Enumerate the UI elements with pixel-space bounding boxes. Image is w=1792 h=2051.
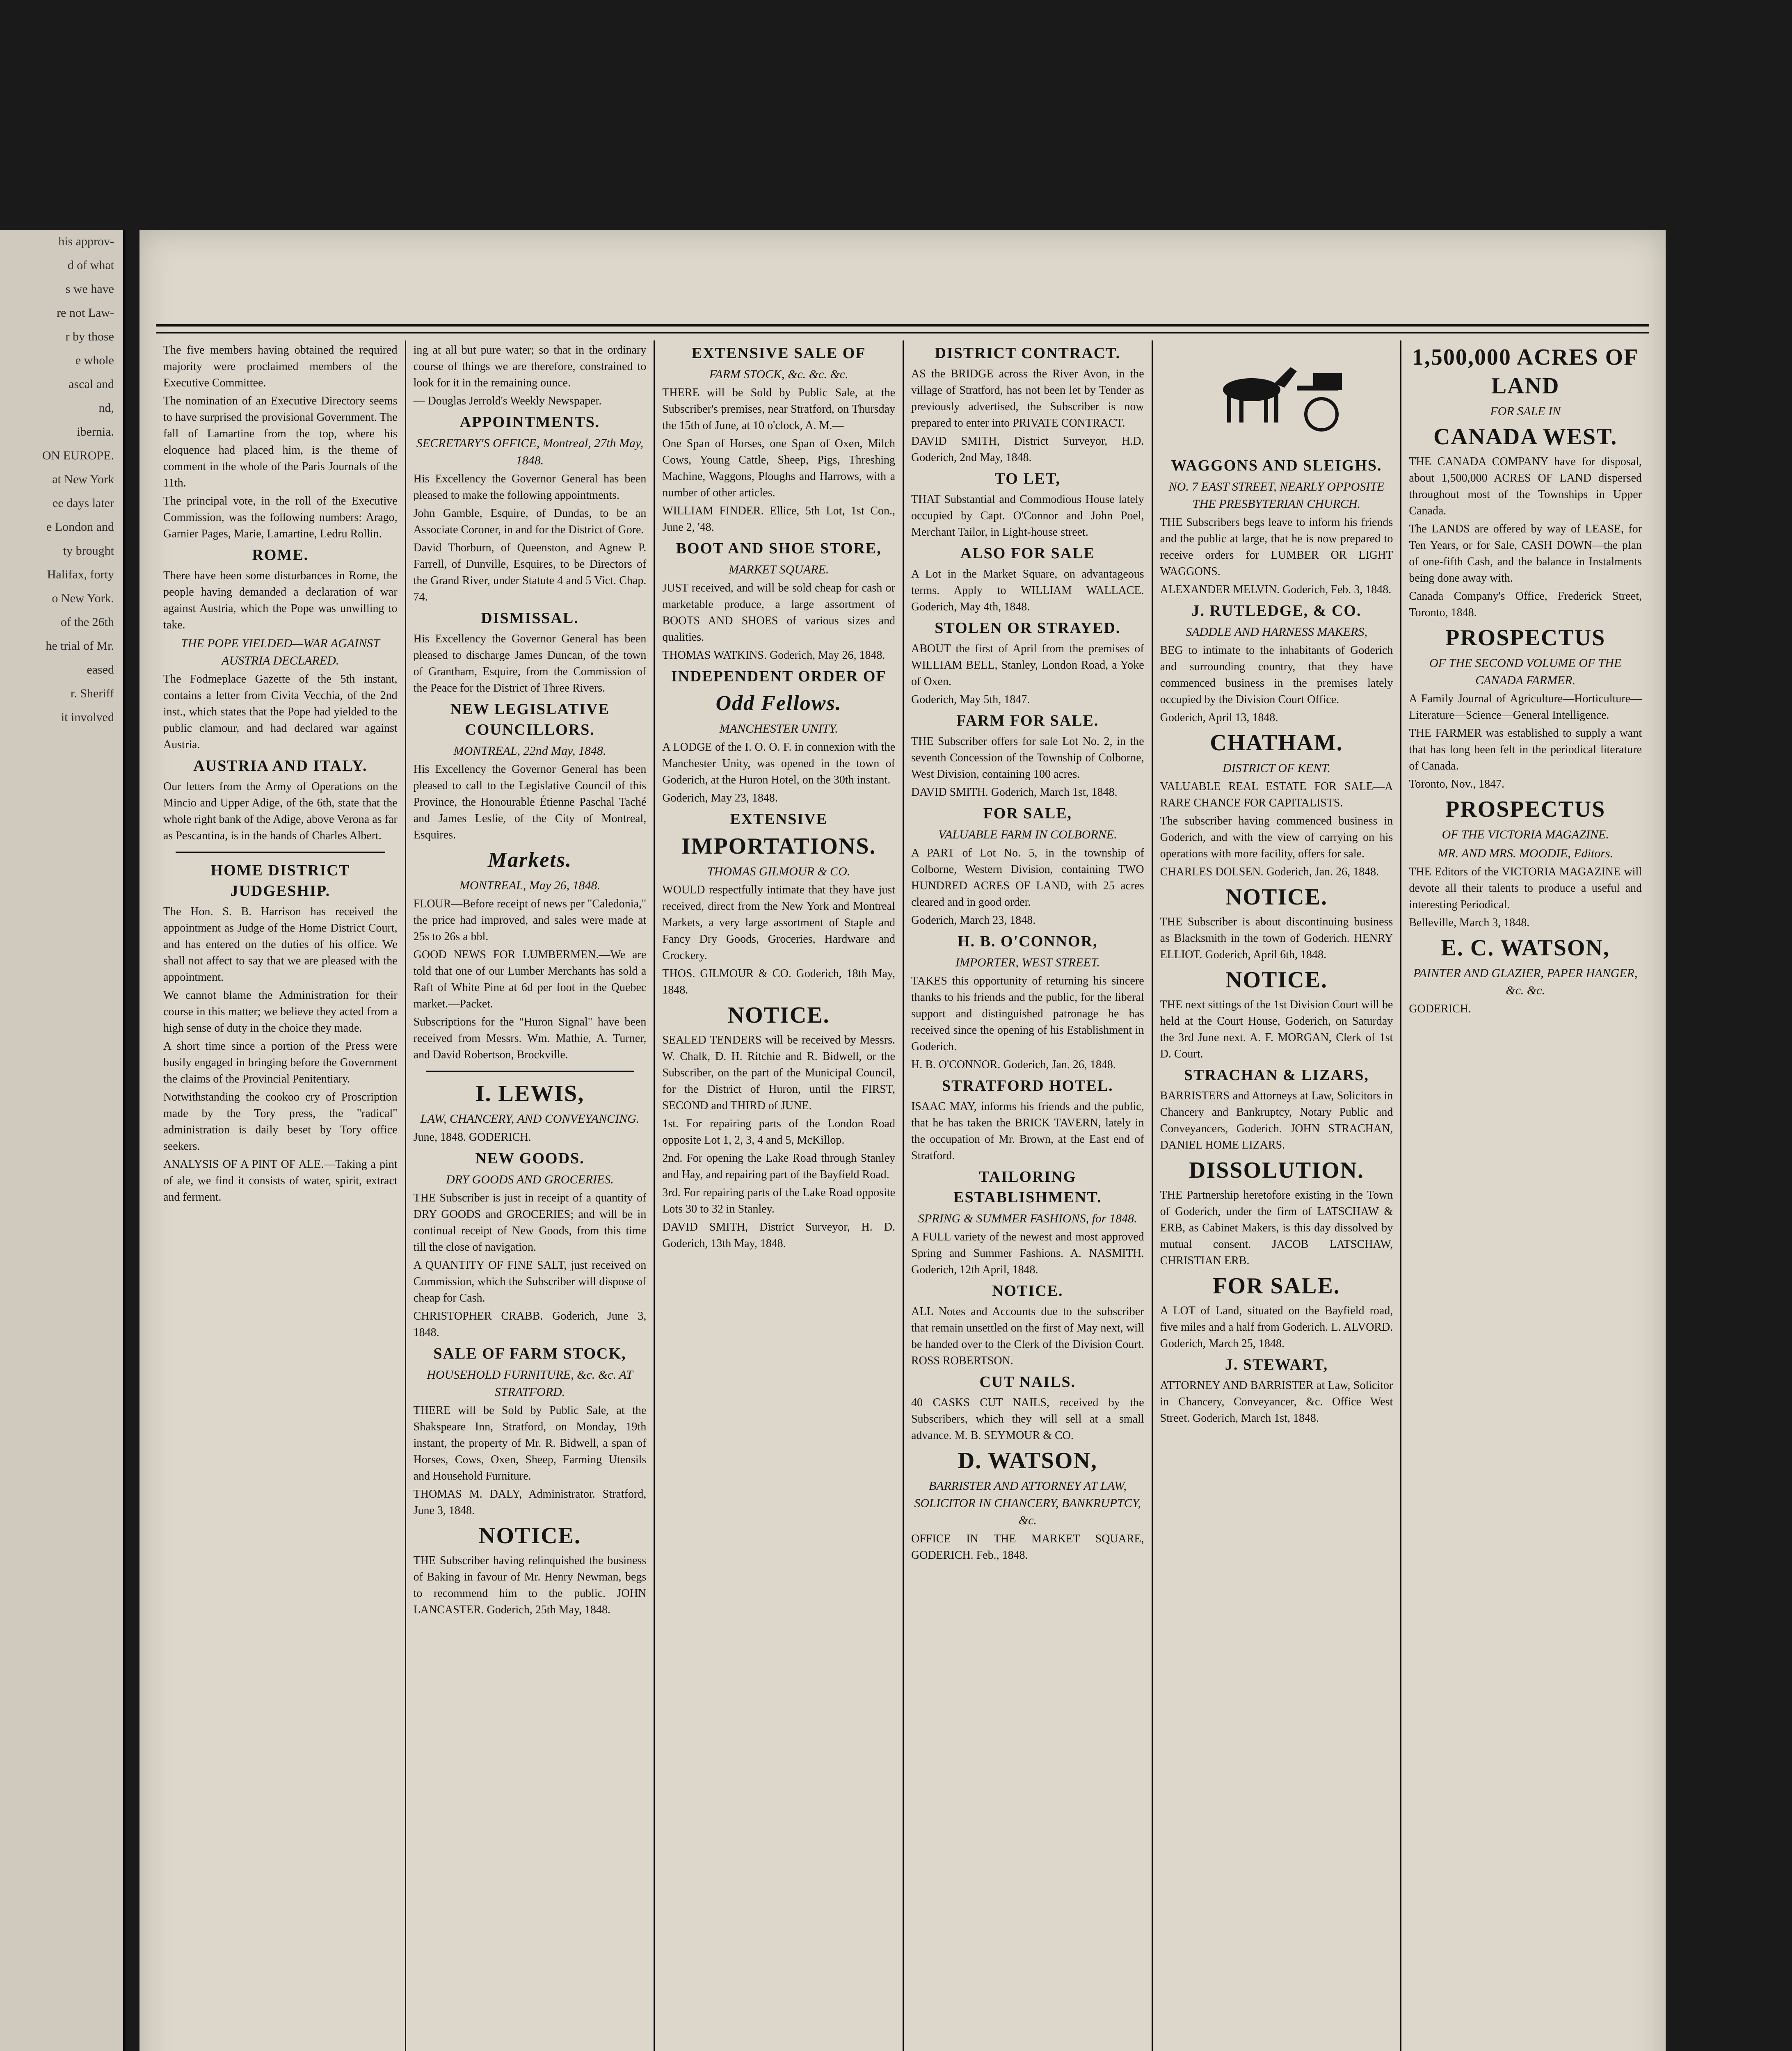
article-body: A LOT of Land, situated on the Bayfield road, five miles and a half from Goderich. L. ALVORD. Goderich, March 25, 1848.	[1160, 1304, 1393, 1350]
article-body: FLOUR—Before receipt of news per "Caledonia," the price had improved, and sales were made at 25s to 26s a bbl.	[413, 898, 647, 943]
article-body: The five members having obtained the required majority were proclaimed members of the Executive Committee.	[163, 344, 398, 389]
spine-fragment: e whole	[75, 354, 114, 367]
article-subheading: FOR SALE IN	[1490, 404, 1561, 418]
article-headline: J. RUTLEDGE, & CO.	[1191, 602, 1362, 619]
article-headline: FARM FOR SALE.	[956, 712, 1099, 729]
article-subheading: BARRISTER AND ATTORNEY AT LAW, SOLICITOR IN CHANCERY, BANKRUPTCY, &c.	[914, 1479, 1141, 1527]
article-body: CHARLES DOLSEN. Goderich, Jan. 26, 1848.	[1160, 866, 1379, 878]
article-headline: Odd Fellows.	[715, 692, 842, 715]
article-headline: NOTICE.	[479, 1523, 581, 1549]
article-body: Goderich, March 23, 1848.	[911, 914, 1036, 927]
article-body: ALEXANDER MELVIN. Goderich, Feb. 3, 1848.	[1160, 583, 1392, 596]
article-headline: FOR SALE.	[1213, 1273, 1340, 1299]
spine-fragment: d of what	[67, 258, 114, 272]
article-body: We cannot blame the Administration for their course in this matter; we believe they acted from a high sense of duty in the choice they made.	[163, 989, 398, 1035]
article-subheading: MR. AND MRS. MOODIE, Editors.	[1438, 847, 1614, 860]
article-headline: APPOINTMENTS.	[459, 413, 600, 431]
article-body: BARRISTERS and Attorneys at Law, Solicitors in Chancery and Bankruptcy, Notary Public and Conveyancers, Goderich. JOHN STRACHAN, DANIEL HOME LIZARS.	[1160, 1089, 1393, 1151]
article-body: Canada Company's Office, Frederick Street, Toronto, 1848.	[1409, 590, 1642, 619]
article-body: A LODGE of the I. O. O. F. in connexion with the Manchester Unity, was opened in the town of Goderich, at the Huron Hotel, on the 30th instant.	[662, 741, 895, 786]
article-headline: TO LET,	[994, 470, 1061, 487]
article-body: THE Partnership heretofore existing in the Town of Goderich, under the firm of LATSCHAW & ERB, as Cabinet Makers, is this day dissolved by mutual consent. JACOB LATSCHAW, CHRISTIAN ERB.	[1160, 1189, 1393, 1267]
article-body: DAVID SMITH, District Surveyor, H. D. Goderich, 13th May, 1848.	[662, 1221, 895, 1250]
article-body: ATTORNEY AND BARRISTER at Law, Solicitor in Chancery, Conveyancer, &c. Office West Street. Goderich, March 1st, 1848.	[1160, 1379, 1393, 1425]
article-body: GODERICH.	[1409, 1003, 1471, 1015]
article-subheading: DRY GOODS AND GROCERIES.	[446, 1173, 614, 1186]
article-body: CHRISTOPHER CRABB. Goderich, June 3, 1848.	[413, 1310, 647, 1339]
article-body: John Gamble, Esquire, of Dundas, to be an Associate Coroner, in and for the District of Gore.	[413, 507, 647, 536]
article-body: The Fodmeplace Gazette of the 5th instant, contains a letter from Civita Vecchia, of the 2nd inst., which states that the Pope had yielded to the public clamour, and had declared war against Austria.	[163, 673, 398, 751]
article-subheading: THOMAS GILMOUR & CO.	[707, 865, 850, 878]
column-4	[903, 340, 1152, 2051]
article-headline: BOOT AND SHOE STORE,	[676, 540, 882, 557]
article-body: June, 1848. GODERICH.	[413, 1131, 531, 1144]
article-body: A Lot in the Market Square, on advantageous terms. Apply to WILLIAM WALLACE. Goderich, May 4th, 1848.	[911, 568, 1144, 613]
article-headline: STRATFORD HOTEL.	[942, 1077, 1113, 1094]
article-body: Goderich, May 23, 1848.	[662, 792, 778, 804]
article-headline: INDEPENDENT ORDER OF	[671, 668, 887, 685]
article-body: There have been some disturbances in Rome, the people having demanded a declaration of war against Austria, which the Pope was unwilling to take.	[163, 569, 398, 631]
article-headline: CHATHAM.	[1210, 730, 1343, 756]
article-body: A PART of Lot No. 5, in the township of Colborne, Western Division, containing TWO HUNDRED ACRES OF LAND, with 25 acres cleared and in good order.	[911, 847, 1144, 909]
article-body: David Thorburn, of Queenston, and Agnew P. Farrell, of Dunville, Esquires, to be Directors of the Grand River, under Statute 4 and 5 Vict. Chap. 74.	[413, 541, 647, 603]
article-body: His Excellency the Governor General has been pleased to make the following appointments.	[413, 473, 647, 502]
article-body: BEG to intimate to the inhabitants of Goderich and surrounding country, that they have commenced business in the premises lately occupied by the Division Court Office.	[1160, 644, 1393, 706]
article-subheading: OF THE SECOND VOLUME OF THE CANADA FARMER.	[1429, 656, 1622, 687]
article-headline: WAGGONS AND SLEIGHS.	[1171, 457, 1382, 474]
article-headline: E. C. WATSON,	[1441, 935, 1610, 961]
column-separator	[426, 1071, 634, 1072]
article-headline: PROSPECTUS	[1445, 797, 1606, 822]
article-body: Subscriptions for the "Huron Signal" have been received from Messrs. Wm. Mathie, A. Turner, and David Robertson, Brockville.	[413, 1016, 647, 1061]
spine-fragment: o New York.	[52, 592, 114, 605]
article-headline: 1,500,000 ACRES OF LAND	[1412, 345, 1639, 399]
spine-fragment: of the 26th	[61, 615, 114, 629]
spine-fragment: he trial of Mr.	[46, 639, 114, 653]
article-body: SEALED TENDERS will be received by Messrs. W. Chalk, D. H. Ritchie and R. Bidwell, or the Subscriber, on the part of the Municipal Council, for the District of Huron, until the FIRST, SECOND and THIRD of JUNE.	[662, 1034, 895, 1112]
article-headline: NEW GOODS.	[475, 1150, 585, 1167]
spine-fragment: ee days later	[53, 496, 114, 510]
article-body: 2nd. For opening the Lake Road through Stanley and Hay, and repairing part of the Bayfield Road.	[662, 1152, 895, 1181]
facing-page-edge	[0, 230, 126, 2051]
article-headline: DISTRICT CONTRACT.	[935, 345, 1121, 362]
article-body: GOOD NEWS FOR LUMBERMEN.—We are told that one of our Lumber Merchants has sold a Raft of White Pine at 6d per foot in the Quebec market.—Packet.	[413, 948, 647, 1010]
article-headline: H. B. O'CONNOR,	[958, 933, 1098, 950]
article-body: WOULD respectfully intimate that they have just received, direct from the New York and Montreal Markets, a very large assortment of Staple and Fancy Dry Goods, Groceries, Hardware and Crockery.	[662, 884, 895, 962]
article-headline: STOLEN OR STRAYED.	[935, 619, 1121, 637]
spine-fragment: r by those	[65, 330, 114, 343]
article-headline: PROSPECTUS	[1445, 625, 1606, 651]
article-headline: IMPORTATIONS.	[681, 834, 876, 859]
spine-fragment: r. Sheriff	[70, 687, 114, 700]
article-body: Notwithstanding the cookoo cry of Proscription made by the Tory press, the "radical" administration is daily beset by Tory office seekers.	[163, 1091, 398, 1153]
article-body: THE next sittings of the 1st Division Court will be held at the Court House, Goderich, on Saturday the 3rd June next. A. F. MORGAN, Clerk of 1st D. Court.	[1160, 998, 1393, 1060]
article-body: VALUABLE REAL ESTATE FOR SALE—A RARE CHANCE FOR CAPITALISTS.	[1160, 780, 1393, 809]
article-body: DAVID SMITH, District Surveyor, H.D. Goderich, 2nd May, 1848.	[911, 435, 1144, 464]
article-body: One Span of Horses, one Span of Oxen, Milch Cows, Young Cattle, Sheep, Pigs, Threshing Machine, Waggons, Ploughs and Harrows, with a number of other articles.	[662, 437, 895, 499]
article-body: DAVID SMITH. Goderich, March 1st, 1848.	[911, 786, 1118, 799]
article-body: ISAAC MAY, informs his friends and the public, that he has taken the BRICK TAVERN, lately in the occupation of Mr. Brown, at the East end of Stratford.	[911, 1100, 1144, 1162]
spine-fragment: eased	[87, 663, 114, 676]
article-headline: ALSO FOR SALE	[960, 545, 1095, 562]
article-body: — Douglas Jerrold's Weekly Newspaper.	[413, 395, 602, 407]
article-headline: NOTICE.	[1225, 884, 1328, 910]
article-subheading: PAINTER AND GLAZIER, PAPER HANGER, &c. &c.	[1413, 966, 1638, 997]
spine-fragment: s we have	[65, 282, 114, 296]
article-body: A QUANTITY OF FINE SALT, just received on Commission, which the Subscriber will dispose of cheap for Cash.	[413, 1259, 647, 1304]
article-headline: NOTICE.	[1225, 967, 1328, 993]
spine-fragment: it involved	[61, 710, 114, 724]
column-separator	[176, 852, 385, 853]
article-subheading: SPRING & SUMMER FASHIONS, for 1848.	[918, 1212, 1137, 1225]
article-body: ing at all but pure water; so that in the ordinary course of things we are therefore, constrained to look for it in the remaining ounce.	[413, 344, 647, 389]
spine-fragment: e London and	[46, 520, 114, 534]
article-headline: NEW LEGISLATIVE COUNCILLORS.	[450, 701, 610, 738]
column-1	[156, 340, 405, 2051]
article-headline: Markets.	[487, 848, 572, 872]
article-body: THE Subscriber having relinquished the business of Baking in favour of Mr. Henry Newman, begs to recommend him to the public. JOHN LANCASTER. Goderich, 25th May, 1848.	[413, 1554, 647, 1616]
article-body: JUST received, and will be sold cheap for cash or marketable produce, a large assortment of BOOTS AND SHOES of various sizes and qualities.	[662, 582, 895, 644]
article-body: THE CANADA COMPANY have for disposal, about 1,500,000 ACRES OF LAND dispersed throughout most of the Townships in Upper Canada.	[1409, 455, 1642, 517]
article-subheading: MONTREAL, May 26, 1848.	[459, 879, 601, 892]
article-body: THOMAS M. DALY, Administrator. Stratford, June 3, 1848.	[413, 1488, 647, 1517]
article-body: Goderich, April 13, 1848.	[1160, 711, 1278, 724]
article-body: Toronto, Nov., 1847.	[1409, 778, 1504, 790]
article-subheading: MARKET SQUARE.	[728, 563, 829, 576]
article-body: THE Editors of the VICTORIA MAGAZINE will devote all their talents to produce a useful and interesting Periodical.	[1409, 866, 1642, 911]
article-headline: NOTICE.	[992, 1282, 1063, 1300]
article-body: AS the BRIDGE across the River Avon, in the village of Stratford, has not been let by Tender as previously advertised, the Subscriber is now prepared to enter into PRIVATE CONTRACT.	[911, 368, 1144, 429]
article-body: ABOUT the first of April from the premises of WILLIAM BELL, Stanley, London Road, a Yoke of Oxen.	[911, 642, 1144, 688]
article-body: OFFICE IN THE MARKET SQUARE, GODERICH. Feb., 1848.	[911, 1533, 1144, 1562]
spine-fragment: his approv-	[58, 235, 114, 248]
article-body: Belleville, March 3, 1848.	[1409, 916, 1530, 929]
article-body: THAT Substantial and Commodious House lately occupied by Capt. O'Connor and John Poel, Merchant Tailor, in Light-house street.	[911, 493, 1144, 539]
article-subheading: MONTREAL, 22nd May, 1848.	[453, 744, 606, 758]
article-body: His Excellency the Governor General has been pleased to call to the Legislative Council of this Province, the Honourable Étienne Paschal Taché and James Leslie, of the City of Montreal, Esquires.	[413, 763, 647, 841]
spine-fragment: ty brought	[63, 544, 114, 557]
article-subheading: SADDLE AND HARNESS MAKERS,	[1186, 625, 1367, 639]
article-body: The LANDS are offered by way of LEASE, for Ten Years, or for Sale, CASH DOWN—the plan of one-fifth Cash, and the balance in Instalments being done away with.	[1409, 523, 1642, 585]
article-subheading: HOUSEHOLD FURNITURE, &c. &c. AT STRATFORD.	[427, 1368, 633, 1399]
article-headline: CANADA WEST.	[1433, 424, 1618, 450]
article-body: THERE will be Sold by Public Sale, at the Shakspeare Inn, Stratford, on Monday, 19th instant, the property of Mr. R. Bidwell, a span of Horses, Cows, Oxen, Sheep, Farming Utensils and Household Furniture.	[413, 1404, 647, 1482]
article-headline: STRACHAN & LIZARS,	[1184, 1067, 1369, 1084]
article-body: Goderich, May 5th, 1847.	[911, 693, 1030, 706]
spine-fragment: at New York	[52, 473, 114, 486]
article-headline: AUSTRIA AND ITALY.	[193, 757, 368, 774]
article-headline: EXTENSIVE SALE OF	[691, 345, 866, 362]
spine-fragment: ON EUROPE.	[42, 449, 114, 462]
article-subheading: SECRETARY'S OFFICE, Montreal, 27th May, 1848.	[416, 436, 644, 467]
article-body: The nomination of an Executive Directory seems to have surprised the provisional Government. The fall of Lamartine from the top, where his eloquence had placed him, is the theme of comment in the whole of the Paris Journals of the 11th.	[163, 395, 398, 489]
article-headline: EXTENSIVE	[730, 811, 827, 828]
article-body: A FULL variety of the newest and most approved Spring and Summer Fashions. A. NASMITH. Goderich, 12th April, 1848.	[911, 1231, 1144, 1276]
article-body: THE Subscriber is just in receipt of a quantity of DRY GOODS and GROCERIES; and will be in continual receipt of New Goods, from this time till the close of navigation.	[413, 1192, 647, 1254]
article-headline: NOTICE.	[727, 1003, 830, 1028]
spine-fragment: re not Law-	[57, 306, 114, 320]
column-5	[1152, 340, 1401, 2051]
article-body: 40 CASKS CUT NAILS, received by the Subscribers, which they will sell at a small advance. M. B. SEYMOUR & CO.	[911, 1396, 1144, 1442]
article-headline: D. WATSON,	[958, 1448, 1097, 1473]
article-headline: DISSOLUTION.	[1189, 1158, 1364, 1183]
article-body: TAKES this opportunity of returning his sincere thanks to his friends and the public, for the liberal support and distinguished patronage he has received since the opening of his Establishment in Goderich.	[911, 975, 1144, 1053]
article-subheading: IMPORTER, WEST STREET.	[955, 956, 1100, 969]
horse-carriage-woodcut	[1202, 345, 1350, 451]
article-body: WILLIAM FINDER. Ellice, 5th Lot, 1st Con., June 2, '48.	[662, 505, 895, 534]
article-headline: J. STEWART,	[1225, 1356, 1328, 1373]
article-body: THE FARMER was established to supply a want that has long been felt in the periodical literature of Canada.	[1409, 727, 1642, 772]
spine-fragment: Halifax, forty	[47, 568, 114, 581]
article-body: THE Subscribers begs leave to inform his friends and the public at large, that he is now prepared to receive orders for LUMBER OR LIGHT WAGGONS.	[1160, 516, 1393, 578]
article-headline: TAILORING ESTABLISHMENT.	[953, 1168, 1102, 1206]
column-grid	[156, 340, 1649, 2051]
article-subheading: VALUABLE FARM IN COLBORNE.	[938, 828, 1117, 841]
article-body: A Family Journal of Agriculture—Horticulture—Literature—Science—General Intelligence.	[1409, 692, 1642, 722]
article-headline: I. LEWIS,	[475, 1081, 585, 1106]
article-subheading: NO. 7 EAST STREET, NEARLY OPPOSITE THE PRESBYTERIAN CHURCH.	[1168, 480, 1385, 511]
article-body: THOS. GILMOUR & CO. Goderich, 18th May, 1848.	[662, 967, 895, 996]
article-subheading: MANCHESTER UNITY.	[719, 722, 838, 735]
article-body: ALL Notes and Accounts due to the subscriber that remain unsettled on the first of May next, will be handed over to the Clerk of the Division Court. ROSS ROBERTSON.	[911, 1305, 1144, 1367]
article-body: ANALYSIS OF A PINT OF ALE.—Taking a pint of ale, we find it consists of water, spirit, extract and ferment.	[163, 1158, 398, 1204]
article-body: The Hon. S. B. Harrison has received the appointment as Judge of the Home District Court, and has entered on the duties of his office. We shall not affect to say that we are pleased with the appointment.	[163, 905, 398, 984]
article-body: The principal vote, in the roll of the Executive Commission, was the following numbers: Arago, Garnier Pages, Marie, Lamartine, Ledru Rollin.	[163, 495, 398, 540]
masthead-rule	[156, 324, 1649, 333]
article-subheading: THE POPE YIELDED—WAR AGAINST AUSTRIA DECLARED.	[181, 637, 380, 667]
article-body: A short time since a portion of the Press were busily engaged in bringing before the Government the claims of the Provincial Penitentiary.	[163, 1040, 398, 1085]
article-body: His Excellency the Governor General has been pleased to discharge James Duncan, of the town of Grantham, Esquire, from the Commission of the Peace for the District of Three Rivers.	[413, 633, 647, 694]
column-2	[405, 340, 654, 2051]
article-body: Our letters from the Army of Operations on the Mincio and Upper Adige, of the 6th, state that the whole right bank of the Adige, above Verona as far as Pescantina, is in the hands of Charles Albert.	[163, 780, 398, 842]
column-3	[654, 340, 903, 2051]
article-body: The subscriber having commenced business in Goderich, and with the view of carrying on his operations with more facility, offers for sale.	[1160, 815, 1393, 860]
article-body: THERE will be Sold by Public Sale, at the Subscriber's premises, near Stratford, on Thursday the 15th of June, at 10 o'clock, A. M.—	[662, 386, 895, 432]
article-headline: SALE OF FARM STOCK,	[433, 1345, 626, 1362]
article-subheading: OF THE VICTORIA MAGAZINE.	[1442, 828, 1609, 841]
article-headline: DISMISSAL.	[481, 610, 579, 627]
article-headline: FOR SALE,	[983, 805, 1072, 822]
article-body: THE Subscriber offers for sale Lot No. 2, in the seventh Concession of the Township of Colborne, West Division, containing 100 acres.	[911, 735, 1144, 781]
spine-fragment: ascal and	[69, 377, 114, 391]
newspaper-page	[139, 230, 1666, 2051]
article-headline: CUT NAILS.	[979, 1373, 1076, 1391]
article-body: THOMAS WATKINS. Goderich, May 26, 1848.	[662, 649, 885, 662]
article-headline: ROME.	[252, 546, 309, 564]
article-headline: HOME DISTRICT JUDGESHIP.	[210, 862, 350, 900]
article-subheading: LAW, CHANCERY, AND CONVEYANCING.	[420, 1112, 640, 1126]
article-body: 1st. For repairing parts of the London Road opposite Lot 1, 2, 3, 4 and 5, McKillop.	[662, 1117, 895, 1147]
article-subheading: FARM STOCK, &c. &c. &c.	[709, 368, 848, 381]
column-6	[1400, 340, 1649, 2051]
article-body: H. B. O'CONNOR. Goderich, Jan. 26, 1848.	[911, 1058, 1116, 1071]
article-body: THE Subscriber is about discontinuing business as Blacksmith in the town of Goderich. HENRY ELLIOT. Goderich, April 6th, 1848.	[1160, 916, 1393, 961]
spine-fragment: nd,	[98, 401, 114, 415]
article-subheading: DISTRICT OF KENT.	[1222, 761, 1331, 775]
article-body: 3rd. For repairing parts of the Lake Road opposite Lots 30 to 32 in Stanley.	[662, 1186, 895, 1215]
spine-fragment: ibernia.	[77, 425, 114, 439]
